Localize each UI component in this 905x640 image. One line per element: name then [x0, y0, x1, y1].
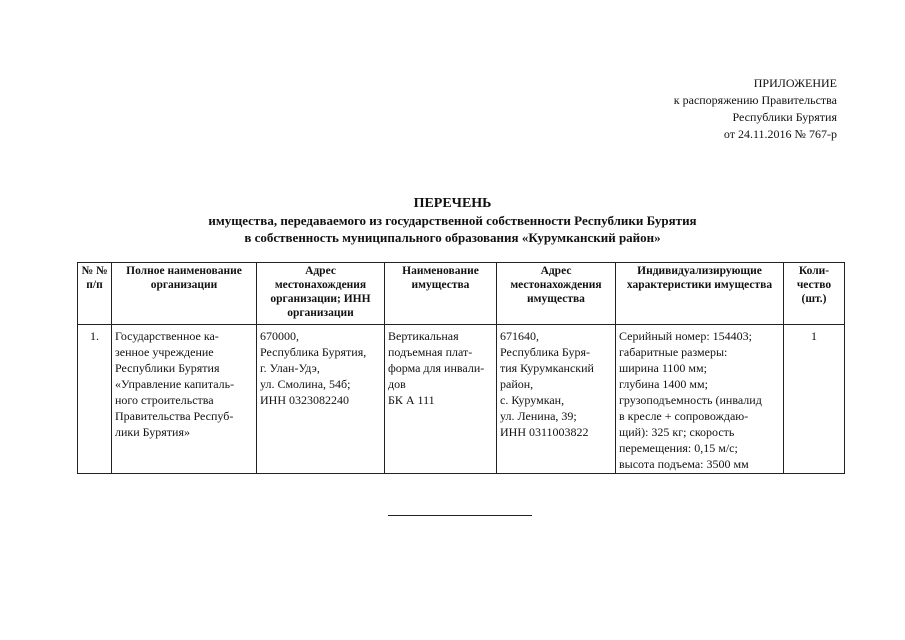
title-line-2: имущества, передаваемого из государственной собственности Республики Бурятия: [208, 213, 697, 228]
header-number: № № п/п: [78, 263, 112, 325]
header-property-name: Наименование имущества: [385, 263, 497, 325]
header-quantity: Коли- чество (шт.): [784, 263, 845, 325]
property-table: [77, 262, 845, 474]
cell-quantity: 1: [784, 325, 845, 474]
title-line-3: в собственность муниципального образования «Курумканский район»: [244, 230, 661, 245]
cell-property-name: Вертикальная подъемная плат- форма для инвали- дов БК А 111: [385, 325, 497, 474]
appendix-decree-ref: к распоряжению Правительства: [673, 93, 837, 107]
header-organization-name: Полное наименование организации: [112, 263, 257, 325]
header-characteristics: Индивидуализирующие характеристики имущества: [616, 263, 784, 325]
table-row: [78, 325, 845, 474]
appendix-header: [674, 75, 837, 143]
header-property-address: Адрес местонахождения имущества: [497, 263, 616, 325]
table-header-row: [78, 263, 845, 325]
document-title: [0, 195, 905, 246]
appendix-date-number: от 24.11.2016 № 767-р: [723, 127, 837, 141]
cell-property-address: 671640, Республика Буря- тия Курумканский район, с. Курумкан, ул. Ленина, 39; ИНН 0311003822: [497, 325, 616, 474]
cell-organization-name: Государственное ка- зенное учреждение Республики Бурятия «Управление капиталь- ного строительства Правительства Респуб- лики Бурятия»: [112, 325, 257, 474]
appendix-authority: Республики Бурятия: [732, 110, 837, 124]
header-organization-address: Адрес местонахождения организации; ИНН организации: [257, 263, 385, 325]
cell-characteristics: Серийный номер: 154403; габаритные размеры: ширина 1100 мм; глубина 1400 мм; грузоподъемность (инвалид в кресле + сопровождаю- щий): 325 кг; скорость перемещения: 0,15 м/с; высота подъема: 3500 мм: [616, 325, 784, 474]
closing-rule: [388, 515, 532, 516]
title-line-1: ПЕРЕЧЕНЬ: [413, 196, 492, 211]
appendix-label: ПРИЛОЖЕНИЕ: [753, 76, 837, 90]
cell-organization-address: 670000, Республика Бурятия, г. Улан-Удэ, ул. Смолина, 54б; ИНН 0323082240: [257, 325, 385, 474]
cell-number: 1.: [78, 325, 112, 474]
